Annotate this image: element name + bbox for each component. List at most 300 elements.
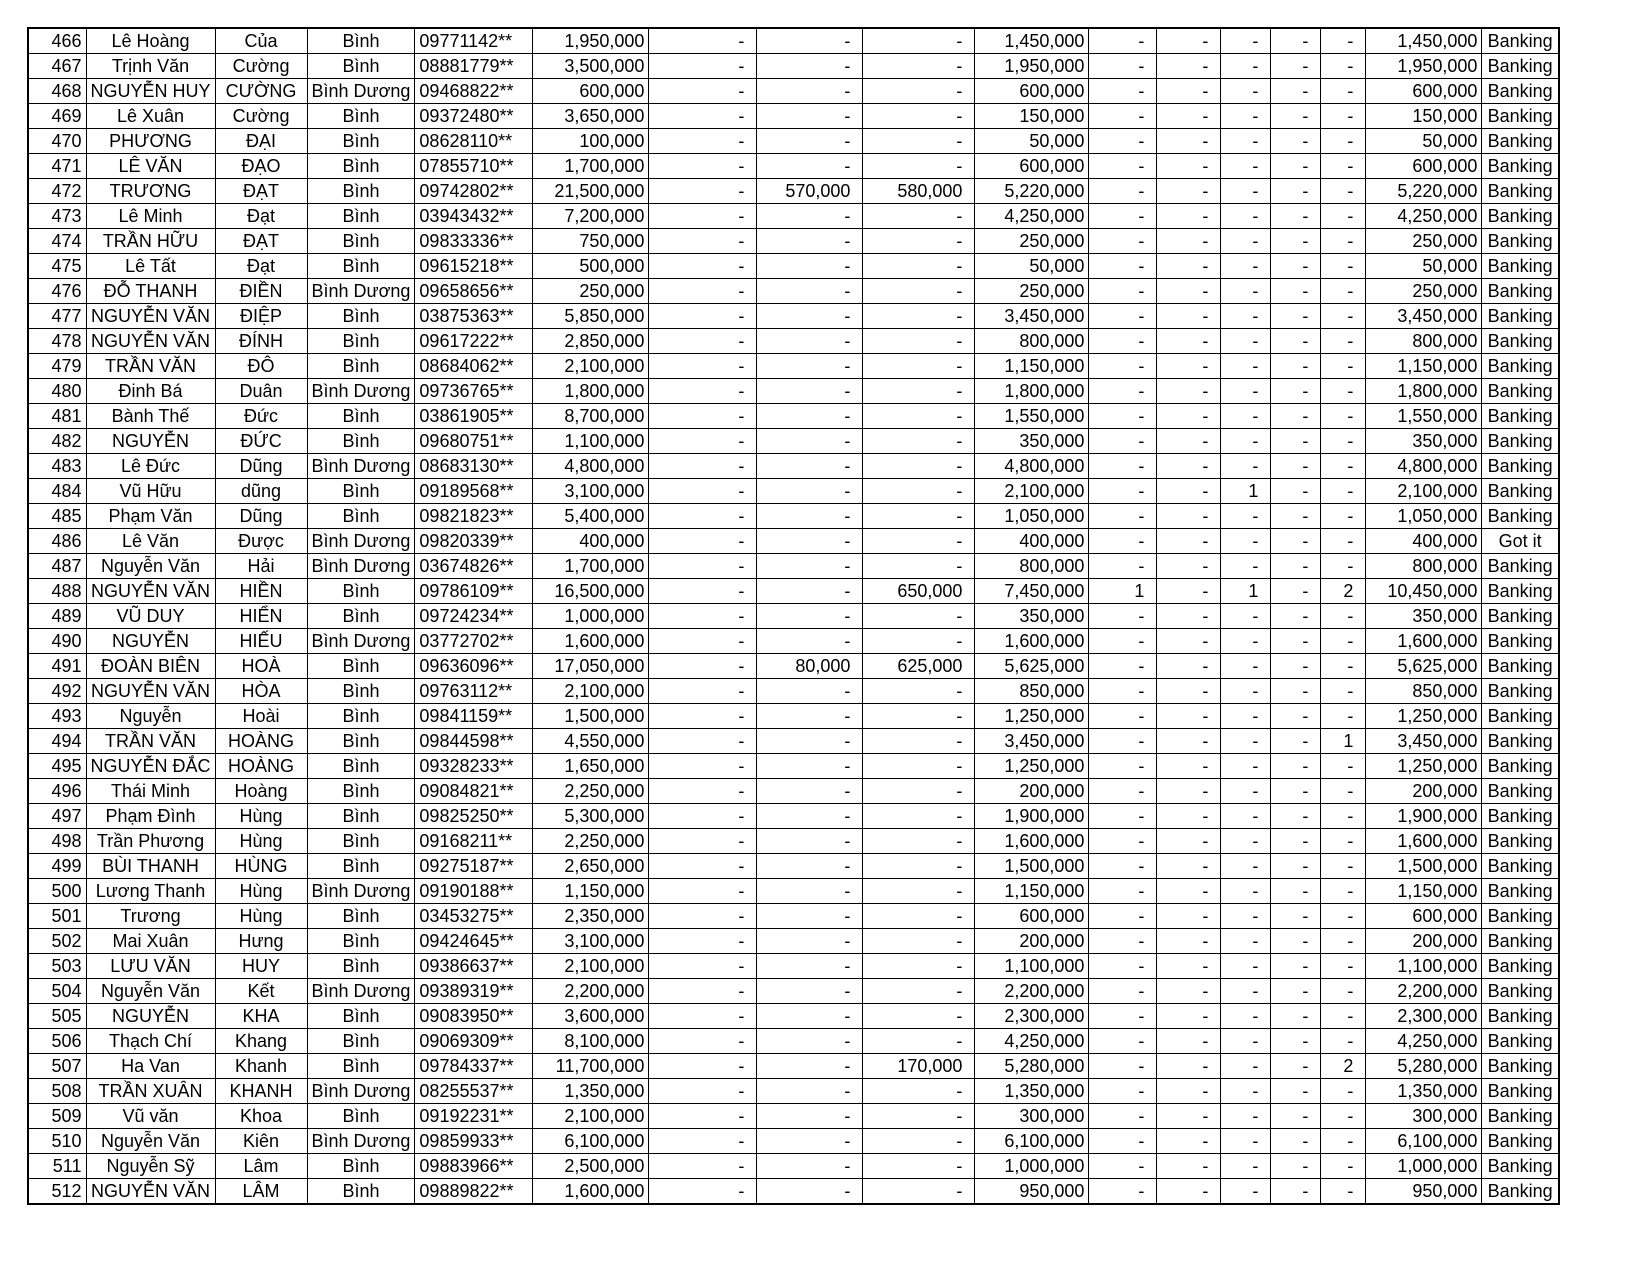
deduction-1-cell: - xyxy=(649,679,757,704)
count-5-cell: - xyxy=(1321,704,1366,729)
deduction-3-cell: - xyxy=(863,54,975,79)
count-3-cell: - xyxy=(1221,454,1271,479)
count-5-cell: - xyxy=(1321,1129,1366,1154)
last-name-cell: NGUYỄN VĂN xyxy=(86,679,215,704)
count-1-cell: - xyxy=(1089,954,1157,979)
deduction-1-cell: - xyxy=(649,79,757,104)
paid-amount-cell: 4,800,000 xyxy=(1366,454,1482,479)
count-1-cell: - xyxy=(1089,179,1157,204)
count-1-cell: - xyxy=(1089,1154,1157,1179)
deduction-3-cell: - xyxy=(863,154,975,179)
count-1-cell: - xyxy=(1089,129,1157,154)
first-name-cell: Khanh xyxy=(215,1054,307,1079)
deduction-1-cell: - xyxy=(649,154,757,179)
payment-method-cell: Banking xyxy=(1482,1079,1559,1104)
table-row xyxy=(28,28,1559,54)
payment-method-cell: Banking xyxy=(1482,279,1559,304)
province-cell: Bình xyxy=(307,329,415,354)
first-name-cell: ĐIỆP xyxy=(215,304,307,329)
row-number: 477 xyxy=(28,304,86,329)
count-4-cell: - xyxy=(1271,629,1321,654)
last-name-cell: Nguyễn Văn xyxy=(86,554,215,579)
amount-cell: 1,000,000 xyxy=(975,1154,1089,1179)
amount-cell: 200,000 xyxy=(975,929,1089,954)
province-cell: Bình xyxy=(307,104,415,129)
count-4-cell: - xyxy=(1271,329,1321,354)
last-name-cell: TRƯƠNG xyxy=(86,179,215,204)
deduction-1-cell: - xyxy=(649,979,757,1004)
first-name-cell: ĐỨC xyxy=(215,429,307,454)
count-2-cell: - xyxy=(1157,854,1221,879)
last-name-cell: NGUYỄN xyxy=(86,429,215,454)
total-amount-cell: 250,000 xyxy=(533,279,649,304)
province-cell: Bình xyxy=(307,179,415,204)
payment-method-cell: Banking xyxy=(1482,779,1559,804)
count-5-cell: 1 xyxy=(1321,729,1366,754)
table-body xyxy=(28,28,1559,1204)
phone-cell: 09615218** xyxy=(415,254,533,279)
province-cell: Bình xyxy=(307,129,415,154)
deduction-3-cell: - xyxy=(863,804,975,829)
count-2-cell: - xyxy=(1157,404,1221,429)
count-5-cell: - xyxy=(1321,54,1366,79)
count-3-cell: - xyxy=(1221,854,1271,879)
total-amount-cell: 1,600,000 xyxy=(533,629,649,654)
count-2-cell: - xyxy=(1157,654,1221,679)
province-cell: Bình Dương xyxy=(307,529,415,554)
province-cell: Bình xyxy=(307,1154,415,1179)
total-amount-cell: 2,100,000 xyxy=(533,954,649,979)
count-4-cell: - xyxy=(1271,554,1321,579)
amount-cell: 7,450,000 xyxy=(975,579,1089,604)
count-5-cell: 2 xyxy=(1321,579,1366,604)
count-4-cell: - xyxy=(1271,779,1321,804)
count-3-cell: - xyxy=(1221,629,1271,654)
count-1-cell: - xyxy=(1089,1129,1157,1154)
total-amount-cell: 500,000 xyxy=(533,254,649,279)
phone-cell: 09763112** xyxy=(415,679,533,704)
deduction-1-cell: - xyxy=(649,229,757,254)
count-4-cell: - xyxy=(1271,1004,1321,1029)
province-cell: Bình xyxy=(307,704,415,729)
row-number: 490 xyxy=(28,629,86,654)
province-cell: Bình xyxy=(307,679,415,704)
count-3-cell: - xyxy=(1221,329,1271,354)
deduction-1-cell: - xyxy=(649,1079,757,1104)
last-name-cell: Lê Xuân xyxy=(86,104,215,129)
count-1-cell: - xyxy=(1089,1029,1157,1054)
paid-amount-cell: 400,000 xyxy=(1366,529,1482,554)
count-4-cell: - xyxy=(1271,854,1321,879)
count-4-cell: - xyxy=(1271,1054,1321,1079)
deduction-1-cell: - xyxy=(649,179,757,204)
count-3-cell: - xyxy=(1221,879,1271,904)
amount-cell: 950,000 xyxy=(975,1179,1089,1205)
deduction-2-cell: - xyxy=(757,28,863,54)
phone-cell: 08881779** xyxy=(415,54,533,79)
table-row xyxy=(28,904,1559,929)
deduction-2-cell: - xyxy=(757,604,863,629)
province-cell: Bình Dương xyxy=(307,454,415,479)
count-4-cell: - xyxy=(1271,904,1321,929)
count-4-cell: - xyxy=(1271,279,1321,304)
count-3-cell: - xyxy=(1221,929,1271,954)
deduction-1-cell: - xyxy=(649,829,757,854)
count-3-cell: - xyxy=(1221,404,1271,429)
row-number: 466 xyxy=(28,28,86,54)
count-1-cell: - xyxy=(1089,28,1157,54)
row-number: 504 xyxy=(28,979,86,1004)
count-2-cell: - xyxy=(1157,929,1221,954)
amount-cell: 1,600,000 xyxy=(975,829,1089,854)
phone-cell: 09786109** xyxy=(415,579,533,604)
paid-amount-cell: 1,150,000 xyxy=(1366,354,1482,379)
count-5-cell: - xyxy=(1321,654,1366,679)
phone-cell: 09680751** xyxy=(415,429,533,454)
deduction-3-cell: - xyxy=(863,729,975,754)
count-3-cell: - xyxy=(1221,779,1271,804)
row-number: 469 xyxy=(28,104,86,129)
table-row xyxy=(28,404,1559,429)
table-row xyxy=(28,104,1559,129)
deduction-1-cell: - xyxy=(649,454,757,479)
count-3-cell: - xyxy=(1221,304,1271,329)
count-2-cell: - xyxy=(1157,729,1221,754)
deduction-3-cell: - xyxy=(863,554,975,579)
deduction-1-cell: - xyxy=(649,1004,757,1029)
total-amount-cell: 1,950,000 xyxy=(533,28,649,54)
first-name-cell: Cường xyxy=(215,54,307,79)
deduction-1-cell: - xyxy=(649,104,757,129)
first-name-cell: ĐIỀN xyxy=(215,279,307,304)
deduction-2-cell: - xyxy=(757,304,863,329)
paid-amount-cell: 1,450,000 xyxy=(1366,28,1482,54)
total-amount-cell: 1,700,000 xyxy=(533,154,649,179)
count-1-cell: - xyxy=(1089,629,1157,654)
first-name-cell: ĐẠT xyxy=(215,229,307,254)
first-name-cell: Kết xyxy=(215,979,307,1004)
count-1-cell: - xyxy=(1089,854,1157,879)
first-name-cell: HUY xyxy=(215,954,307,979)
deduction-2-cell: - xyxy=(757,204,863,229)
province-cell: Bình xyxy=(307,429,415,454)
deduction-2-cell: - xyxy=(757,379,863,404)
last-name-cell: Đinh Bá xyxy=(86,379,215,404)
count-4-cell: - xyxy=(1271,1179,1321,1205)
first-name-cell: Đức xyxy=(215,404,307,429)
count-3-cell: - xyxy=(1221,529,1271,554)
deduction-2-cell: - xyxy=(757,579,863,604)
count-2-cell: - xyxy=(1157,554,1221,579)
count-3-cell: - xyxy=(1221,104,1271,129)
paid-amount-cell: 1,250,000 xyxy=(1366,754,1482,779)
deduction-1-cell: - xyxy=(649,404,757,429)
amount-cell: 600,000 xyxy=(975,154,1089,179)
paid-amount-cell: 1,000,000 xyxy=(1366,1154,1482,1179)
total-amount-cell: 100,000 xyxy=(533,129,649,154)
deduction-2-cell: - xyxy=(757,629,863,654)
first-name-cell: ĐÔ xyxy=(215,354,307,379)
phone-cell: 03453275** xyxy=(415,904,533,929)
amount-cell: 1,900,000 xyxy=(975,804,1089,829)
last-name-cell: TRẦN HỮU xyxy=(86,229,215,254)
count-1-cell: - xyxy=(1089,1004,1157,1029)
count-3-cell: - xyxy=(1221,1129,1271,1154)
count-2-cell: - xyxy=(1157,354,1221,379)
row-number: 480 xyxy=(28,379,86,404)
row-number: 468 xyxy=(28,79,86,104)
first-name-cell: HIỂN xyxy=(215,604,307,629)
row-number: 491 xyxy=(28,654,86,679)
last-name-cell: NGUYỄN xyxy=(86,1004,215,1029)
total-amount-cell: 2,350,000 xyxy=(533,904,649,929)
count-1-cell: - xyxy=(1089,479,1157,504)
deduction-3-cell: - xyxy=(863,679,975,704)
count-3-cell: - xyxy=(1221,1154,1271,1179)
count-2-cell: - xyxy=(1157,1079,1221,1104)
deduction-2-cell: - xyxy=(757,954,863,979)
deduction-3-cell: - xyxy=(863,1104,975,1129)
count-5-cell: - xyxy=(1321,904,1366,929)
count-2-cell: - xyxy=(1157,79,1221,104)
deduction-2-cell: - xyxy=(757,404,863,429)
count-2-cell: - xyxy=(1157,979,1221,1004)
total-amount-cell: 5,850,000 xyxy=(533,304,649,329)
total-amount-cell: 3,650,000 xyxy=(533,104,649,129)
count-4-cell: - xyxy=(1271,154,1321,179)
payment-method-cell: Banking xyxy=(1482,329,1559,354)
count-1-cell: - xyxy=(1089,504,1157,529)
payment-method-cell: Banking xyxy=(1482,554,1559,579)
row-number: 502 xyxy=(28,929,86,954)
count-3-cell: - xyxy=(1221,679,1271,704)
payment-method-cell: Banking xyxy=(1482,379,1559,404)
deduction-3-cell: - xyxy=(863,104,975,129)
deduction-2-cell: - xyxy=(757,329,863,354)
paid-amount-cell: 800,000 xyxy=(1366,554,1482,579)
first-name-cell: Cường xyxy=(215,104,307,129)
payment-method-cell: Banking xyxy=(1482,904,1559,929)
paid-amount-cell: 1,350,000 xyxy=(1366,1079,1482,1104)
province-cell: Bình xyxy=(307,779,415,804)
count-2-cell: - xyxy=(1157,629,1221,654)
count-2-cell: - xyxy=(1157,429,1221,454)
paid-amount-cell: 1,550,000 xyxy=(1366,404,1482,429)
last-name-cell: Phạm Đình xyxy=(86,804,215,829)
paid-amount-cell: 50,000 xyxy=(1366,129,1482,154)
phone-cell: 08683130** xyxy=(415,454,533,479)
province-cell: Bình xyxy=(307,604,415,629)
deduction-3-cell: - xyxy=(863,904,975,929)
phone-cell: 09821823** xyxy=(415,504,533,529)
total-amount-cell: 11,700,000 xyxy=(533,1054,649,1079)
deduction-2-cell: - xyxy=(757,1154,863,1179)
deduction-3-cell: - xyxy=(863,929,975,954)
phone-cell: 09084821** xyxy=(415,779,533,804)
amount-cell: 1,150,000 xyxy=(975,354,1089,379)
count-5-cell: 2 xyxy=(1321,1054,1366,1079)
count-4-cell: - xyxy=(1271,1154,1321,1179)
amount-cell: 2,300,000 xyxy=(975,1004,1089,1029)
last-name-cell: NGUYỄN xyxy=(86,629,215,654)
amount-cell: 4,800,000 xyxy=(975,454,1089,479)
paid-amount-cell: 1,600,000 xyxy=(1366,829,1482,854)
paid-amount-cell: 600,000 xyxy=(1366,904,1482,929)
count-4-cell: - xyxy=(1271,754,1321,779)
deduction-2-cell: - xyxy=(757,1104,863,1129)
amount-cell: 1,600,000 xyxy=(975,629,1089,654)
payment-method-cell: Banking xyxy=(1482,479,1559,504)
count-5-cell: - xyxy=(1321,79,1366,104)
count-3-cell: - xyxy=(1221,904,1271,929)
province-cell: Bình Dương xyxy=(307,279,415,304)
deduction-1-cell: - xyxy=(649,879,757,904)
first-name-cell: HIỀN xyxy=(215,579,307,604)
deduction-3-cell: - xyxy=(863,704,975,729)
count-5-cell: - xyxy=(1321,28,1366,54)
deduction-3-cell: - xyxy=(863,454,975,479)
row-number: 503 xyxy=(28,954,86,979)
deduction-1-cell: - xyxy=(649,529,757,554)
deduction-1-cell: - xyxy=(649,1029,757,1054)
table-row xyxy=(28,629,1559,654)
deduction-3-cell: - xyxy=(863,254,975,279)
amount-cell: 850,000 xyxy=(975,679,1089,704)
phone-cell: 09724234** xyxy=(415,604,533,629)
count-1-cell: - xyxy=(1089,354,1157,379)
deduction-1-cell: - xyxy=(649,929,757,954)
deduction-3-cell: - xyxy=(863,204,975,229)
count-5-cell: - xyxy=(1321,179,1366,204)
phone-cell: 09468822** xyxy=(415,79,533,104)
deduction-2-cell: - xyxy=(757,529,863,554)
deduction-2-cell: - xyxy=(757,854,863,879)
province-cell: Bình xyxy=(307,54,415,79)
count-5-cell: - xyxy=(1321,1029,1366,1054)
count-2-cell: - xyxy=(1157,679,1221,704)
province-cell: Bình xyxy=(307,354,415,379)
first-name-cell: Hoàng xyxy=(215,779,307,804)
deduction-1-cell: - xyxy=(649,1179,757,1205)
count-4-cell: - xyxy=(1271,354,1321,379)
row-number: 476 xyxy=(28,279,86,304)
row-number: 505 xyxy=(28,1004,86,1029)
deduction-2-cell: - xyxy=(757,229,863,254)
first-name-cell: Hùng xyxy=(215,829,307,854)
table-row xyxy=(28,279,1559,304)
row-number: 496 xyxy=(28,779,86,804)
count-3-cell: 1 xyxy=(1221,479,1271,504)
total-amount-cell: 400,000 xyxy=(533,529,649,554)
count-3-cell: - xyxy=(1221,1079,1271,1104)
count-1-cell: 1 xyxy=(1089,579,1157,604)
paid-amount-cell: 150,000 xyxy=(1366,104,1482,129)
phone-cell: 09386637** xyxy=(415,954,533,979)
table-row xyxy=(28,529,1559,554)
count-2-cell: - xyxy=(1157,1154,1221,1179)
province-cell: Bình xyxy=(307,154,415,179)
amount-cell: 4,250,000 xyxy=(975,1029,1089,1054)
first-name-cell: dũng xyxy=(215,479,307,504)
count-1-cell: - xyxy=(1089,204,1157,229)
table-row xyxy=(28,679,1559,704)
first-name-cell: Hùng xyxy=(215,879,307,904)
phone-cell: 09617222** xyxy=(415,329,533,354)
count-2-cell: - xyxy=(1157,229,1221,254)
deduction-2-cell: - xyxy=(757,929,863,954)
count-5-cell: - xyxy=(1321,554,1366,579)
first-name-cell: Đạt xyxy=(215,204,307,229)
paid-amount-cell: 4,250,000 xyxy=(1366,204,1482,229)
last-name-cell: Bành Thế xyxy=(86,404,215,429)
amount-cell: 3,450,000 xyxy=(975,729,1089,754)
count-2-cell: - xyxy=(1157,254,1221,279)
count-3-cell: - xyxy=(1221,554,1271,579)
amount-cell: 4,250,000 xyxy=(975,204,1089,229)
total-amount-cell: 1,700,000 xyxy=(533,554,649,579)
count-1-cell: - xyxy=(1089,979,1157,1004)
count-3-cell: - xyxy=(1221,1054,1271,1079)
count-3-cell: - xyxy=(1221,1029,1271,1054)
first-name-cell: HÒA xyxy=(215,679,307,704)
payment-method-cell: Banking xyxy=(1482,1129,1559,1154)
count-4-cell: - xyxy=(1271,1079,1321,1104)
deduction-1-cell: - xyxy=(649,1104,757,1129)
deduction-2-cell: - xyxy=(757,879,863,904)
total-amount-cell: 8,100,000 xyxy=(533,1029,649,1054)
count-5-cell: - xyxy=(1321,104,1366,129)
amount-cell: 1,150,000 xyxy=(975,879,1089,904)
row-number: 482 xyxy=(28,429,86,454)
province-cell: Bình xyxy=(307,479,415,504)
deduction-1-cell: - xyxy=(649,354,757,379)
deduction-3-cell: - xyxy=(863,829,975,854)
count-2-cell: - xyxy=(1157,179,1221,204)
count-3-cell: - xyxy=(1221,279,1271,304)
deduction-1-cell: - xyxy=(649,604,757,629)
province-cell: Bình xyxy=(307,304,415,329)
count-1-cell: - xyxy=(1089,1054,1157,1079)
count-1-cell: - xyxy=(1089,1104,1157,1129)
deduction-2-cell: - xyxy=(757,904,863,929)
count-2-cell: - xyxy=(1157,779,1221,804)
paid-amount-cell: 1,950,000 xyxy=(1366,54,1482,79)
total-amount-cell: 5,400,000 xyxy=(533,504,649,529)
province-cell: Bình Dương xyxy=(307,629,415,654)
total-amount-cell: 2,100,000 xyxy=(533,354,649,379)
amount-cell: 6,100,000 xyxy=(975,1129,1089,1154)
total-amount-cell: 600,000 xyxy=(533,79,649,104)
count-2-cell: - xyxy=(1157,1004,1221,1029)
amount-cell: 50,000 xyxy=(975,254,1089,279)
phone-cell: 09389319** xyxy=(415,979,533,1004)
payment-method-cell: Banking xyxy=(1482,604,1559,629)
last-name-cell: Vũ Hữu xyxy=(86,479,215,504)
deduction-3-cell: - xyxy=(863,1154,975,1179)
count-2-cell: - xyxy=(1157,604,1221,629)
count-1-cell: - xyxy=(1089,1079,1157,1104)
count-5-cell: - xyxy=(1321,504,1366,529)
deduction-3-cell: - xyxy=(863,404,975,429)
phone-cell: 09372480** xyxy=(415,104,533,129)
total-amount-cell: 17,050,000 xyxy=(533,654,649,679)
paid-amount-cell: 250,000 xyxy=(1366,279,1482,304)
total-amount-cell: 6,100,000 xyxy=(533,1129,649,1154)
payment-method-cell: Banking xyxy=(1482,204,1559,229)
total-amount-cell: 1,800,000 xyxy=(533,379,649,404)
last-name-cell: TRẦN VĂN xyxy=(86,729,215,754)
deduction-3-cell: - xyxy=(863,1179,975,1205)
